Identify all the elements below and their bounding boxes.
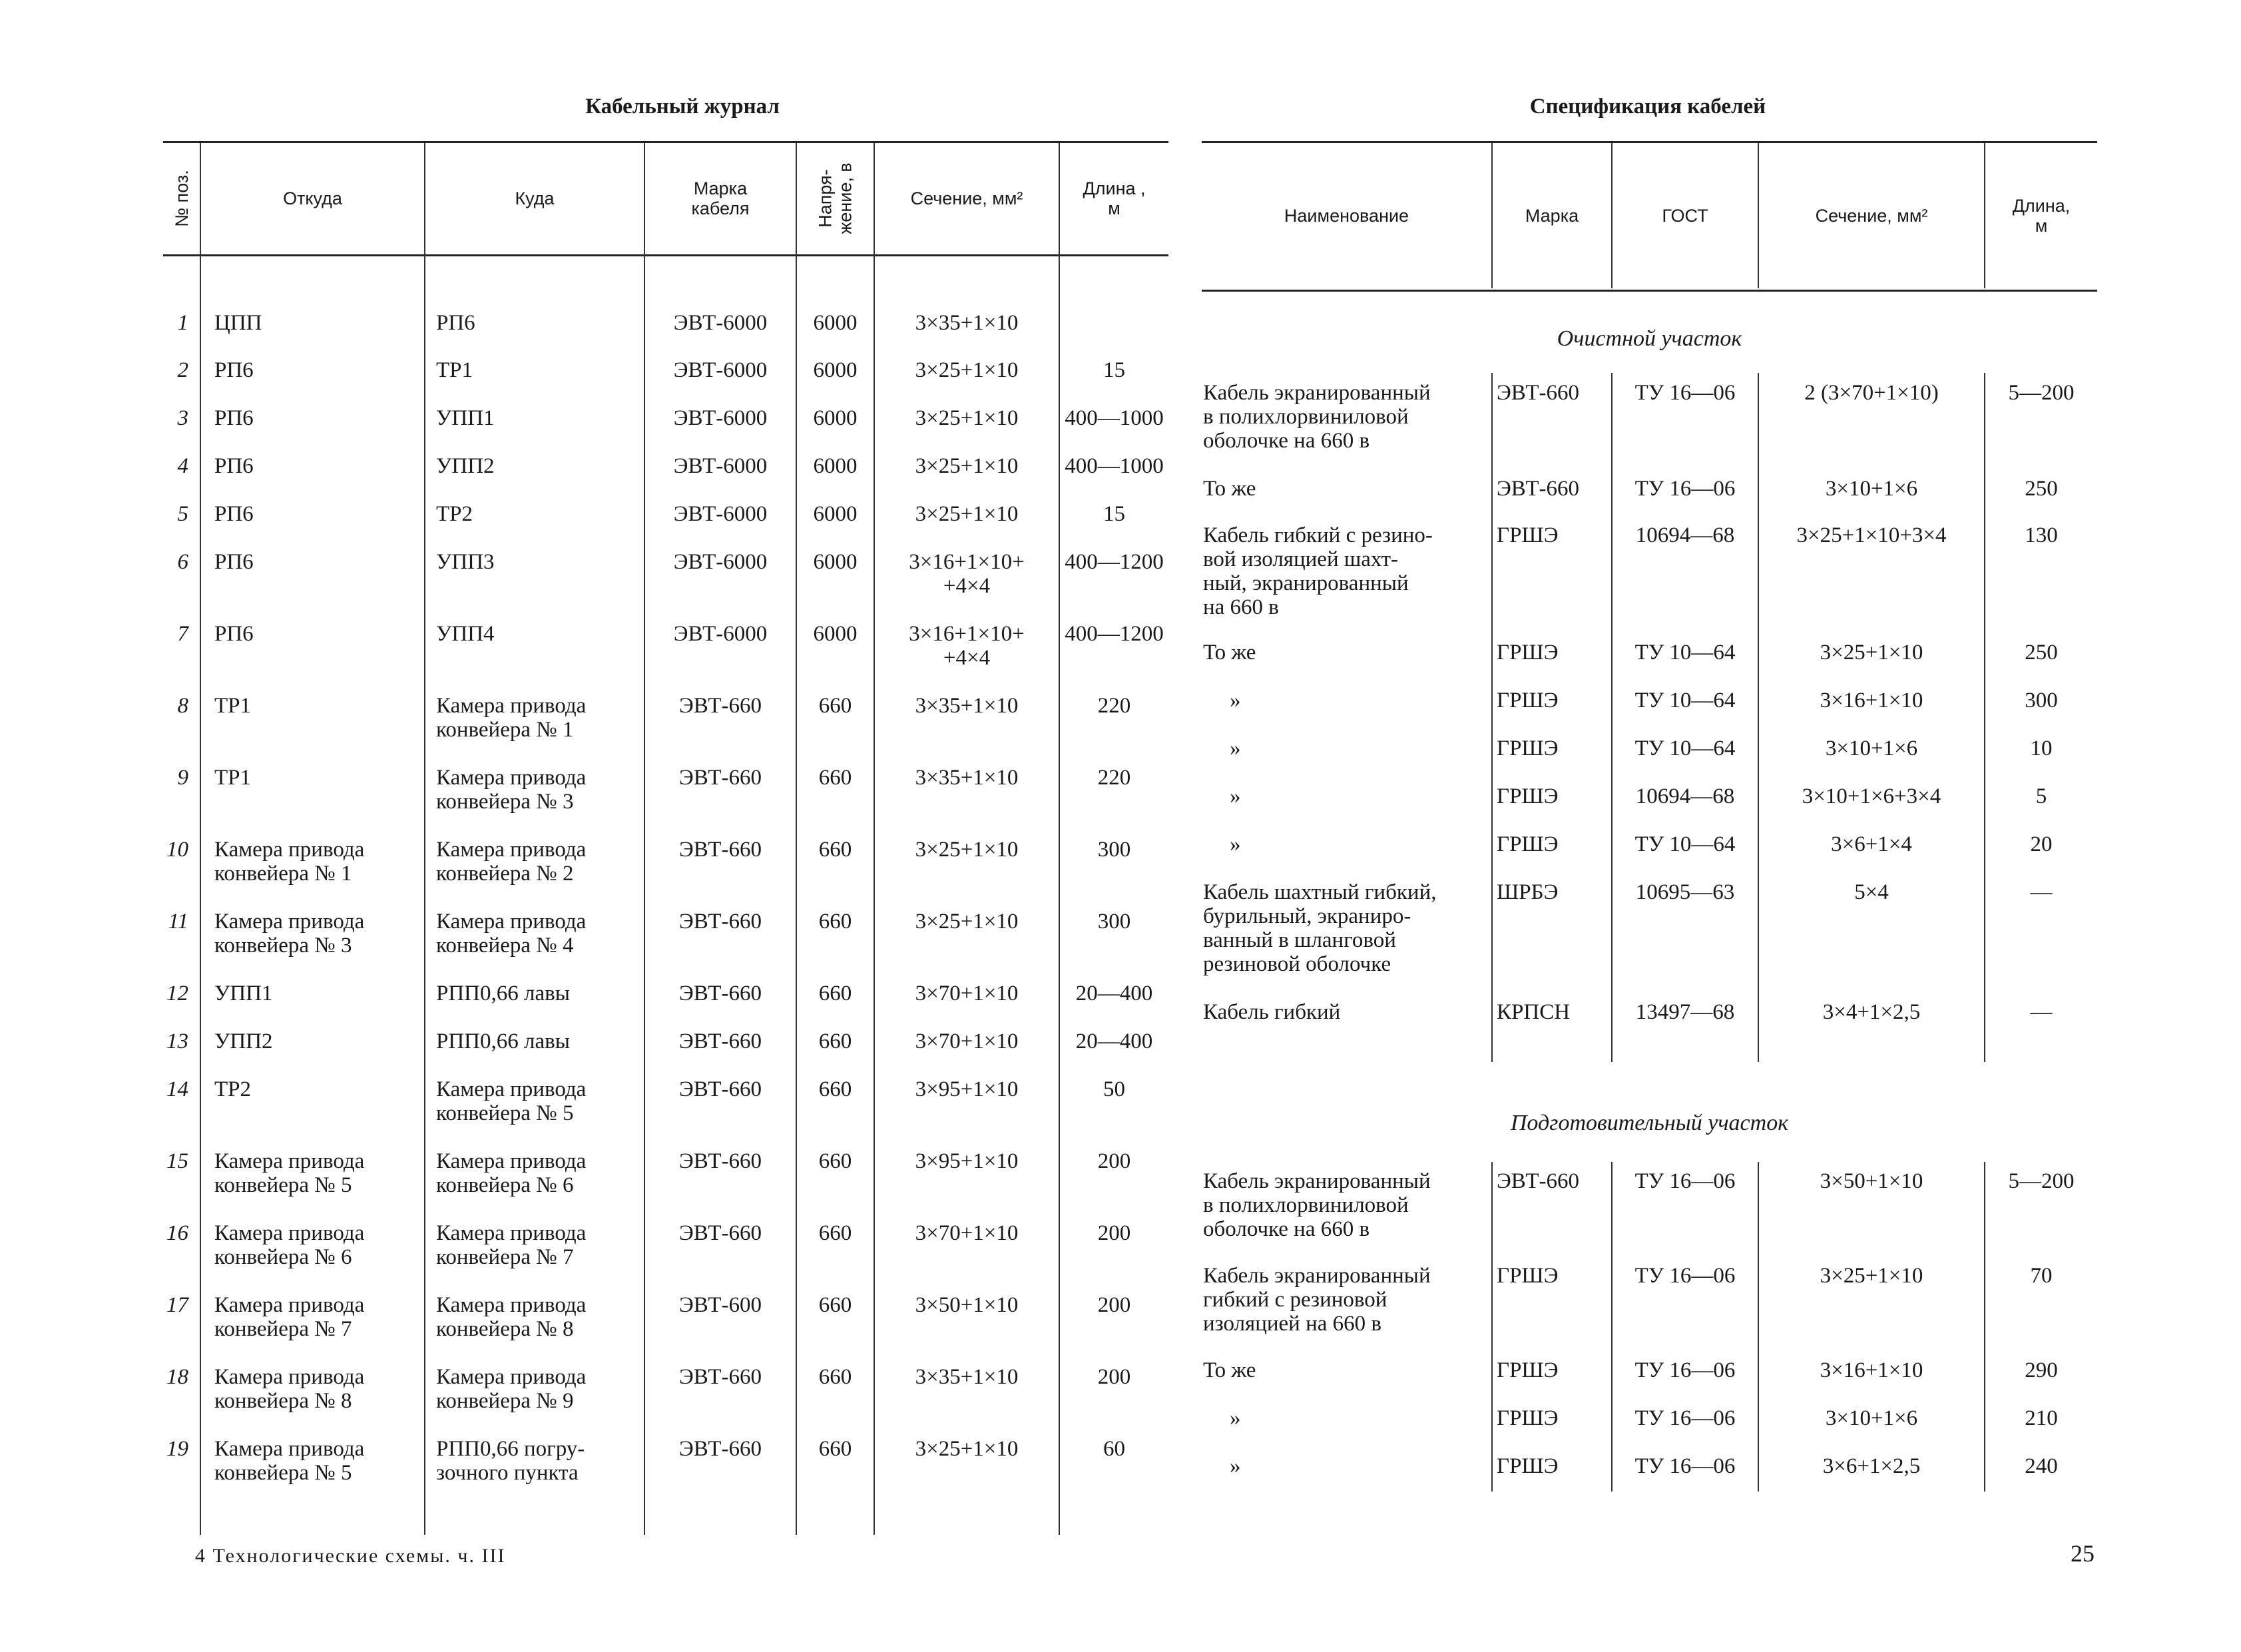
cell-length: 250 bbox=[2025, 641, 2058, 665]
cell-section: 3×25+1×10 bbox=[915, 358, 1019, 382]
cell-from: РП6 bbox=[214, 406, 254, 430]
cell-brand: ЭВТ-660 bbox=[1497, 381, 1580, 405]
cell-gost: ТУ 16—06 bbox=[1634, 1169, 1736, 1193]
cell-length: 50 bbox=[1103, 1077, 1125, 1101]
journal-title: Кабельный журнал bbox=[585, 95, 780, 119]
cell-brand: ГРШЭ bbox=[1497, 832, 1559, 856]
cell-length: 15 bbox=[1103, 502, 1125, 526]
cell-length: 5—200 bbox=[2008, 381, 2075, 405]
cell-name: Кабель экранированный в полихлорвиниловой оболочке на 660 в bbox=[1203, 381, 1431, 453]
cell-brand: ЭВТ-6000 bbox=[673, 502, 768, 526]
cell-length: 200 bbox=[1097, 1149, 1131, 1173]
cell-brand: ГРШЭ bbox=[1497, 641, 1559, 665]
cell-length: 300 bbox=[1097, 910, 1131, 934]
cell-name: Кабель гибкий bbox=[1203, 1000, 1341, 1024]
cell-gost: ТУ 16—06 bbox=[1634, 1358, 1736, 1382]
cell-to: Камера привода конвейера № 6 bbox=[436, 1149, 587, 1197]
cell-section: 3×35+1×10 bbox=[915, 766, 1019, 790]
cell-length: 70 bbox=[2030, 1264, 2053, 1288]
cell-brand: ЭВТ-660 bbox=[678, 1221, 762, 1245]
cell-name: » bbox=[1230, 688, 1241, 712]
cell-length: 200 bbox=[1097, 1293, 1131, 1317]
cell-length: 15 bbox=[1103, 358, 1125, 382]
cell-length: 5 bbox=[2035, 784, 2047, 808]
cell-num: 10 bbox=[166, 838, 188, 862]
cell-to: РП6 bbox=[436, 311, 475, 335]
cell-section: 2 (3×70+1×10) bbox=[1804, 381, 1939, 405]
section-title: Подготовительный участок bbox=[1510, 1111, 1789, 1135]
cell-length: 220 bbox=[1097, 694, 1131, 718]
cell-name: Кабель гибкий с резино- вой изоляцией шахт- ный, экранированный на 660 в bbox=[1203, 523, 1433, 619]
cell-length: 10 bbox=[2030, 736, 2053, 760]
cell-num: 1 bbox=[177, 311, 188, 335]
cell-num: 17 bbox=[166, 1293, 188, 1317]
cell-from: Камера привода конвейера № 7 bbox=[214, 1293, 365, 1341]
cell-brand: ЭВТ-660 bbox=[678, 1077, 762, 1101]
cell-gost: ТУ 10—64 bbox=[1634, 736, 1736, 760]
cell-length: 400—1000 bbox=[1065, 406, 1164, 430]
cell-voltage: 6000 bbox=[813, 622, 858, 646]
cell-from: РП6 bbox=[214, 622, 254, 646]
cell-section: 3×70+1×10 bbox=[915, 1221, 1019, 1245]
header-spec-length: Длина, м bbox=[2012, 196, 2071, 236]
cell-section: 3×25+1×10 bbox=[915, 454, 1019, 478]
cell-length: 210 bbox=[2025, 1406, 2058, 1430]
cell-to: Камера привода конвейера № 4 bbox=[436, 910, 587, 958]
cell-num: 11 bbox=[168, 910, 188, 934]
cell-length: 20—400 bbox=[1075, 981, 1153, 1005]
cell-brand: ЭВТ-660 bbox=[678, 694, 762, 718]
cell-brand: ЭВТ-660 bbox=[678, 1365, 762, 1389]
cell-num: 9 bbox=[177, 766, 188, 790]
cell-to: Камера привода конвейера № 1 bbox=[436, 694, 587, 742]
cell-section: 3×25+1×10 bbox=[1820, 1264, 1923, 1288]
cell-length: 200 bbox=[1097, 1221, 1131, 1245]
cell-voltage: 6000 bbox=[813, 502, 858, 526]
cell-from: ТР1 bbox=[214, 766, 252, 790]
cell-num: 18 bbox=[166, 1365, 188, 1389]
cell-section: 3×95+1×10 bbox=[915, 1077, 1019, 1101]
cell-length: 20 bbox=[2030, 832, 2053, 856]
cell-section: 3×25+1×10 bbox=[915, 838, 1019, 862]
cell-from: УПП2 bbox=[214, 1029, 273, 1053]
cell-length: 20—400 bbox=[1075, 1029, 1153, 1053]
cell-length: 5—200 bbox=[2008, 1169, 2075, 1193]
cell-length: 400—1000 bbox=[1065, 454, 1164, 478]
cell-length: 60 bbox=[1103, 1437, 1125, 1461]
cell-name: То же bbox=[1203, 641, 1256, 665]
cell-voltage: 660 bbox=[818, 1029, 852, 1053]
cell-brand: ЭВТ-660 bbox=[678, 1437, 762, 1461]
cell-brand: ЭВТ-6000 bbox=[673, 358, 768, 382]
footer-left: 4 Технологичеcкие схемы. ч. III bbox=[195, 1545, 506, 1567]
cell-to: РПП0,66 лавы bbox=[436, 981, 570, 1005]
cell-brand: ГРШЭ bbox=[1497, 736, 1559, 760]
spec-title: Спецификация кабелей bbox=[1529, 95, 1766, 119]
cell-voltage: 660 bbox=[818, 1437, 852, 1461]
cell-num: 7 bbox=[177, 622, 188, 646]
cell-brand: ЭВТ-660 bbox=[678, 1029, 762, 1053]
cell-num: 16 bbox=[166, 1221, 188, 1245]
cell-num: 14 bbox=[166, 1077, 188, 1101]
cell-num: 4 bbox=[177, 454, 188, 478]
cell-section: 3×6+1×4 bbox=[1831, 832, 1912, 856]
cell-section: 5×4 bbox=[1854, 880, 1889, 904]
cell-from: ТР2 bbox=[214, 1077, 252, 1101]
cell-voltage: 660 bbox=[818, 694, 852, 718]
header-from: Откуда bbox=[283, 188, 342, 208]
cell-gost: ТУ 10—64 bbox=[1634, 688, 1736, 712]
cell-voltage: 6000 bbox=[813, 454, 858, 478]
cell-brand: ГРШЭ bbox=[1497, 523, 1559, 547]
header-brand: Марка кабеля bbox=[691, 178, 750, 218]
cell-gost: 10694—68 bbox=[1635, 523, 1735, 547]
cell-brand: ГРШЭ bbox=[1497, 1358, 1559, 1382]
cell-name: » bbox=[1230, 784, 1241, 808]
cell-gost: ТУ 16—06 bbox=[1634, 381, 1736, 405]
cell-gost: ТУ 16—06 bbox=[1634, 1454, 1736, 1478]
cell-num: 3 bbox=[177, 406, 188, 430]
cell-from: РП6 bbox=[214, 358, 254, 382]
cell-name: Кабель экранированный гибкий с резиновой изоляцией на 660 в bbox=[1203, 1264, 1431, 1336]
cell-length: 400—1200 bbox=[1065, 622, 1164, 646]
cell-name: То же bbox=[1203, 477, 1256, 501]
cell-brand: ЭВТ-660 bbox=[1497, 1169, 1580, 1193]
cell-length: 290 bbox=[2025, 1358, 2058, 1382]
cell-gost: 13497—68 bbox=[1635, 1000, 1735, 1024]
cell-from: Камера привода конвейера № 6 bbox=[214, 1221, 365, 1269]
cell-brand: ЭВТ-660 bbox=[1497, 477, 1580, 501]
cell-from: ТР1 bbox=[214, 694, 252, 718]
cell-name: » bbox=[1230, 832, 1241, 856]
cell-brand: ГРШЭ bbox=[1497, 1264, 1559, 1288]
header-voltage: Напря- жение, в bbox=[815, 162, 856, 234]
cell-to: РПП0,66 лавы bbox=[436, 1029, 570, 1053]
cell-voltage: 660 bbox=[818, 981, 852, 1005]
cell-num: 13 bbox=[166, 1029, 188, 1053]
cell-section: 3×25+1×10 bbox=[1820, 641, 1923, 665]
cell-section: 3×95+1×10 bbox=[915, 1149, 1019, 1173]
cell-voltage: 660 bbox=[818, 1293, 852, 1317]
cell-from: Камера привода конвейера № 5 bbox=[214, 1437, 365, 1485]
cell-length: 200 bbox=[1097, 1365, 1131, 1389]
cell-num: 6 bbox=[177, 550, 188, 574]
cell-voltage: 6000 bbox=[813, 358, 858, 382]
cell-length: 130 bbox=[2025, 523, 2058, 547]
cell-section: 3×10+1×6 bbox=[1825, 477, 1918, 501]
header-gost: ГОСТ bbox=[1662, 206, 1708, 226]
cell-length: 400—1200 bbox=[1065, 550, 1164, 574]
header-section: Сечение, мм² bbox=[910, 188, 1023, 208]
cell-section: 3×35+1×10 bbox=[915, 694, 1019, 718]
cell-to: Камера привода конвейера № 9 bbox=[436, 1365, 587, 1413]
cell-voltage: 6000 bbox=[813, 550, 858, 574]
cell-length: — bbox=[2030, 880, 2053, 904]
cell-voltage: 660 bbox=[818, 1365, 852, 1389]
cell-brand: ГРШЭ bbox=[1497, 688, 1559, 712]
page-number: 25 bbox=[2071, 1540, 2095, 1567]
cell-num: 5 bbox=[177, 502, 188, 526]
cell-section: 3×16+1×10 bbox=[1820, 688, 1923, 712]
cell-brand: ГРШЭ bbox=[1497, 1406, 1559, 1430]
cell-from: Камера привода конвейера № 5 bbox=[214, 1149, 365, 1197]
cell-section: 3×70+1×10 bbox=[915, 981, 1019, 1005]
cell-from: Камера привода конвейера № 3 bbox=[214, 910, 365, 958]
cell-name: » bbox=[1230, 736, 1241, 760]
cell-gost: ТУ 10—64 bbox=[1634, 832, 1736, 856]
cell-name: То же bbox=[1203, 1358, 1256, 1382]
cell-voltage: 6000 bbox=[813, 311, 858, 335]
cell-brand: ЭВТ-660 bbox=[678, 1149, 762, 1173]
cell-to: ТР1 bbox=[436, 358, 473, 382]
cell-brand: ЭВТ-660 bbox=[678, 838, 762, 862]
cell-brand: ГРШЭ bbox=[1497, 1454, 1559, 1478]
cell-voltage: 660 bbox=[818, 1221, 852, 1245]
cell-gost: ТУ 16—06 bbox=[1634, 1264, 1736, 1288]
cell-to: Камера привода конвейера № 7 bbox=[436, 1221, 587, 1269]
cell-from: РП6 bbox=[214, 550, 254, 574]
cell-num: 15 bbox=[166, 1149, 188, 1173]
cell-from: ЦПП bbox=[214, 311, 262, 335]
header-spec-section: Сечение, мм² bbox=[1815, 206, 1928, 226]
cell-section: 3×4+1×2,5 bbox=[1822, 1000, 1921, 1024]
cell-brand: ЭВТ-660 bbox=[678, 766, 762, 790]
cell-to: ТР2 bbox=[436, 502, 473, 526]
cell-length: 240 bbox=[2025, 1454, 2058, 1478]
header-spec-brand: Марка bbox=[1525, 206, 1579, 226]
cell-gost: ТУ 16—06 bbox=[1634, 1406, 1736, 1430]
cell-voltage: 660 bbox=[818, 766, 852, 790]
cell-section: 3×50+1×10 bbox=[915, 1293, 1019, 1317]
cell-to: Камера привода конвейера № 2 bbox=[436, 838, 587, 886]
cell-section: 3×25+1×10 bbox=[915, 406, 1019, 430]
cell-name: Кабель экранированный в полихлорвиниловой оболочке на 660 в bbox=[1203, 1169, 1431, 1241]
cell-name: » bbox=[1230, 1454, 1241, 1478]
header-length: Длина , м bbox=[1083, 178, 1146, 218]
cell-to: Камера привода конвейера № 8 bbox=[436, 1293, 587, 1341]
cell-gost: 10694—68 bbox=[1635, 784, 1735, 808]
cell-section: 3×10+1×6+3×4 bbox=[1802, 784, 1941, 808]
cell-section: 3×25+1×10+3×4 bbox=[1796, 523, 1947, 547]
header-num: № поз. bbox=[171, 169, 192, 227]
cell-num: 19 bbox=[166, 1437, 188, 1461]
cell-brand: ШРБЭ bbox=[1497, 880, 1559, 904]
cell-brand: ГРШЭ bbox=[1497, 784, 1559, 808]
cell-brand: ЭВТ-6000 bbox=[673, 454, 768, 478]
cell-length: 300 bbox=[2025, 688, 2058, 712]
cell-section: 3×16+1×10+ +4×4 bbox=[909, 622, 1025, 670]
cell-from: РП6 bbox=[214, 502, 254, 526]
cell-voltage: 660 bbox=[818, 1149, 852, 1173]
cell-gost: ТУ 16—06 bbox=[1634, 477, 1736, 501]
cell-brand: ЭВТ-660 bbox=[678, 981, 762, 1005]
cell-section: 3×10+1×6 bbox=[1825, 1406, 1918, 1430]
cell-to: УПП4 bbox=[436, 622, 495, 646]
cell-brand: КРПСН bbox=[1497, 1000, 1571, 1024]
cell-section: 3×35+1×10 bbox=[915, 311, 1019, 335]
cell-section: 3×35+1×10 bbox=[915, 1365, 1019, 1389]
cell-voltage: 660 bbox=[818, 1077, 852, 1101]
cell-section: 3×25+1×10 bbox=[915, 910, 1019, 934]
cell-from: УПП1 bbox=[214, 981, 273, 1005]
cell-voltage: 660 bbox=[818, 838, 852, 862]
cell-to: РПП0,66 погру- зочного пункта bbox=[436, 1437, 585, 1485]
cell-brand: ЭВТ-6000 bbox=[673, 622, 768, 646]
cell-voltage: 660 bbox=[818, 910, 852, 934]
cell-to: Камера привода конвейера № 5 bbox=[436, 1077, 587, 1125]
cell-gost: ТУ 10—64 bbox=[1634, 641, 1736, 665]
cell-from: РП6 bbox=[214, 454, 254, 478]
cell-length: — bbox=[2030, 1000, 2053, 1024]
cell-brand: ЭВТ-600 bbox=[678, 1293, 762, 1317]
header-name: Наименование bbox=[1284, 206, 1409, 226]
section-title: Очистной участок bbox=[1557, 326, 1742, 351]
cell-num: 12 bbox=[166, 981, 188, 1005]
cell-name: Кабель шахтный гибкий, бурильный, экраниро- ванный в шланговой резиновой оболочке bbox=[1203, 880, 1437, 976]
cell-length: 220 bbox=[1097, 766, 1131, 790]
cell-to: Камера привода конвейера № 3 bbox=[436, 766, 587, 814]
cell-length: 250 bbox=[2025, 477, 2058, 501]
header-to: Куда bbox=[515, 188, 555, 208]
cell-to: УПП1 bbox=[436, 406, 495, 430]
cell-voltage: 6000 bbox=[813, 406, 858, 430]
cell-num: 2 bbox=[177, 358, 188, 382]
cell-section: 3×16+1×10 bbox=[1820, 1358, 1923, 1382]
cell-from: Камера привода конвейера № 8 bbox=[214, 1365, 365, 1413]
cell-brand: ЭВТ-6000 bbox=[673, 550, 768, 574]
cell-to: УПП2 bbox=[436, 454, 495, 478]
cell-brand: ЭВТ-660 bbox=[678, 910, 762, 934]
cell-gost: 10695—63 bbox=[1635, 880, 1735, 904]
cell-section: 3×6+1×2,5 bbox=[1822, 1454, 1921, 1478]
cell-name: » bbox=[1230, 1406, 1241, 1430]
cell-num: 8 bbox=[177, 694, 188, 718]
cell-brand: ЭВТ-6000 bbox=[673, 406, 768, 430]
cell-length: 300 bbox=[1097, 838, 1131, 862]
cell-section: 3×25+1×10 bbox=[915, 1437, 1019, 1461]
cell-section: 3×10+1×6 bbox=[1825, 736, 1918, 760]
cell-section: 3×16+1×10+ +4×4 bbox=[909, 550, 1025, 598]
cell-section: 3×70+1×10 bbox=[915, 1029, 1019, 1053]
cell-to: УПП3 bbox=[436, 550, 495, 574]
cell-section: 3×50+1×10 bbox=[1820, 1169, 1923, 1193]
cell-brand: ЭВТ-6000 bbox=[673, 311, 768, 335]
cell-section: 3×25+1×10 bbox=[915, 502, 1019, 526]
cell-from: Камера привода конвейера № 1 bbox=[214, 838, 365, 886]
